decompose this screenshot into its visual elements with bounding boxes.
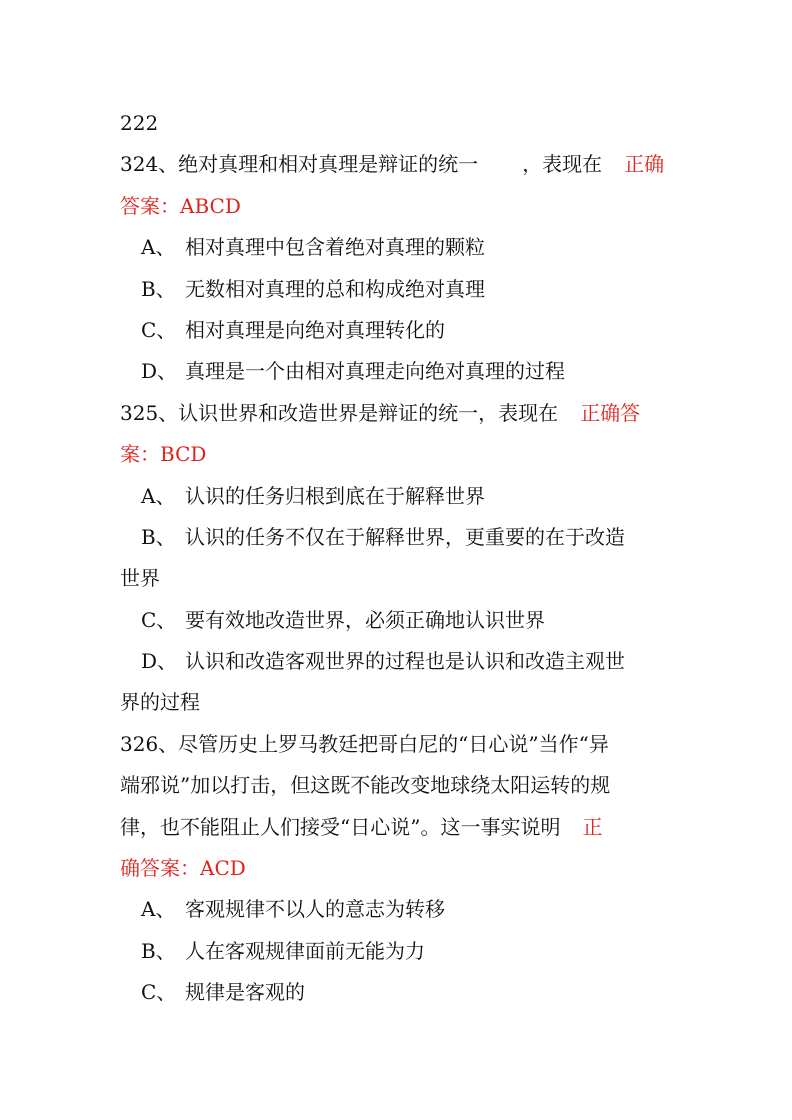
answer-label: 正 xyxy=(582,814,603,839)
answer-text: 答案：ABCD xyxy=(120,193,241,218)
document-page xyxy=(120,103,680,1014)
option-text: 相对真理中包含着绝对真理的颗粒 xyxy=(185,235,485,260)
option-text: 认识的任务不仅在于解释世界，更重要的在于改造 xyxy=(185,524,625,549)
option-letter: D、 xyxy=(141,649,178,674)
question-326-line2: 端邪说”加以打击，但这既不能改变地球绕太阳运转的规 xyxy=(120,773,611,798)
answer-label: 正确答 xyxy=(580,400,641,425)
option-text: 认识的任务归根到底在于解释世界 xyxy=(185,483,485,508)
option-a xyxy=(120,889,680,930)
question-text: 律，也不能阻止人们接受“日心说”。这一事实说明 xyxy=(120,814,561,839)
option-letter: D、 xyxy=(141,359,178,384)
option-a xyxy=(120,476,680,517)
option-letter: A、 xyxy=(141,897,176,922)
option-letter: C、 xyxy=(141,317,177,342)
option-text: 无数相对真理的总和构成绝对真理 xyxy=(185,276,485,301)
option-letter: A、 xyxy=(141,235,176,260)
option-a xyxy=(120,227,680,268)
option-b-continuation: 世界 xyxy=(120,566,160,591)
option-c xyxy=(120,600,680,641)
page-number: 222 xyxy=(120,111,159,135)
option-letter: B、 xyxy=(141,276,176,301)
answer-label: 正确 xyxy=(624,152,665,177)
option-text: 要有效地改造世界，必须正确地认识世界 xyxy=(185,607,545,632)
answer-text: 案：BCD xyxy=(120,442,207,467)
option-d xyxy=(120,641,680,682)
option-text: 客观规律不以人的意志为转移 xyxy=(185,897,445,922)
option-text: 规律是客观的 xyxy=(185,980,305,1005)
option-letter: B、 xyxy=(141,938,176,963)
option-letter: C、 xyxy=(141,607,177,632)
question-text: 324、绝对真理和相对真理是辩证的统一 xyxy=(120,152,479,177)
option-d xyxy=(120,351,680,392)
option-text: 真理是一个由相对真理走向绝对真理的过程 xyxy=(185,359,565,384)
option-text: 人在客观规律面前无能为力 xyxy=(185,938,425,963)
question-324 xyxy=(120,144,680,185)
question-326-line1: 326、尽管历史上罗马教廷把哥白尼的“日心说”当作“异 xyxy=(120,731,609,756)
option-b xyxy=(120,269,680,310)
question-325 xyxy=(120,393,680,434)
option-b xyxy=(120,931,680,972)
option-letter: A、 xyxy=(141,483,176,508)
question-text-tail: ，表现在 xyxy=(522,152,603,177)
option-c xyxy=(120,310,680,351)
option-text: 相对真理是向绝对真理转化的 xyxy=(185,317,445,342)
option-letter: C、 xyxy=(141,980,177,1005)
option-text: 认识和改造客观世界的过程也是认识和改造主观世 xyxy=(185,649,625,674)
question-326-line3 xyxy=(120,807,680,848)
option-d-continuation: 界的过程 xyxy=(120,690,200,715)
option-c xyxy=(120,972,680,1013)
option-b xyxy=(120,517,680,558)
answer-text: 确答案：ACD xyxy=(120,856,246,881)
option-letter: B、 xyxy=(141,524,176,549)
question-text: 325、认识世界和改造世界是辩证的统一，表现在 xyxy=(120,400,559,425)
